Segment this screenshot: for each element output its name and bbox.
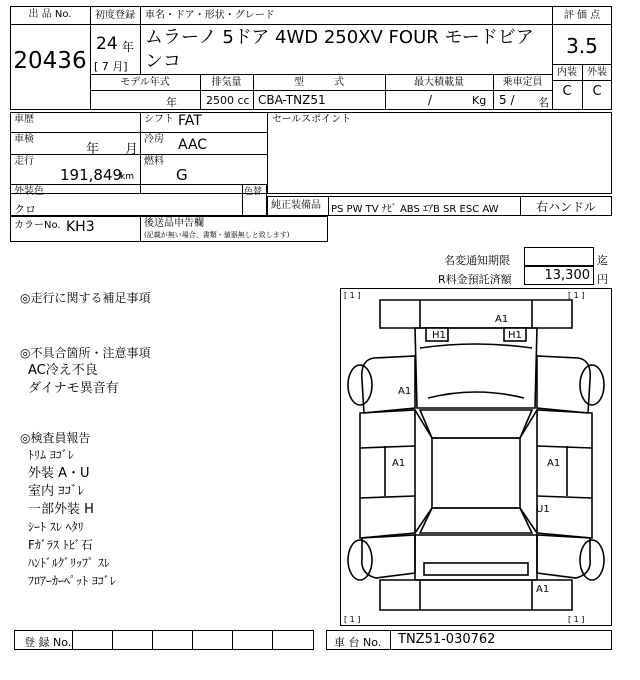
corner-tr: [ 1 ] — [568, 291, 585, 300]
equipment-label: 純正装備品 — [271, 200, 321, 211]
registration-label: 登 録 No. — [24, 636, 72, 649]
interior-label: 内装 — [557, 67, 577, 78]
max-load-unit: Kg — [472, 94, 487, 107]
car-name: ムラーノ 5ドア 4WD 250XV FOUR モードビアンコ — [145, 27, 534, 72]
mileage-value: 191,849 — [60, 166, 123, 184]
recycle-unit: 円 — [597, 273, 608, 286]
displacement-label: 排気量 — [211, 77, 242, 88]
defects-heading: ◎不具合箇所・注意事項 — [20, 346, 151, 360]
score-label: 評 価 点 — [563, 10, 601, 21]
exterior-grade: C — [592, 84, 602, 99]
mark-right-door: A1 — [547, 458, 561, 469]
exterior-color-box — [10, 184, 267, 216]
inspector-item: 室内 ﾖｺﾞﾚ — [28, 484, 85, 499]
front-bumper-outline — [380, 300, 572, 328]
car-diagram — [340, 288, 612, 626]
shift-value: FAT — [178, 113, 202, 129]
corner-tl: [ 1 ] — [344, 291, 361, 300]
interior-grade: C — [562, 84, 572, 99]
mark-rear-bumper: A1 — [536, 584, 550, 595]
tailgate — [415, 535, 537, 580]
exterior-color-label: 外装色 — [14, 186, 44, 197]
displacement-value: 2500 cc — [206, 94, 250, 107]
inspector-heading: ◎検査員報告 — [20, 431, 91, 445]
mileage-label: 走行 — [14, 156, 34, 167]
mark-right-rear: U1 — [536, 504, 550, 515]
inspection-label: 車検 — [14, 134, 34, 145]
aftermarket-note: (記載が無い場合、書類・値器無しと致します) — [144, 231, 290, 239]
capacity-unit: 名 — [538, 96, 549, 109]
lot-number: 20436 — [13, 48, 87, 74]
chassis-label: 車 台 No. — [334, 636, 382, 649]
windshield — [420, 410, 532, 438]
type-label: 型 式 — [294, 77, 344, 88]
inspector-item: 外装 A・U — [28, 466, 90, 481]
left-front-fender — [362, 356, 415, 413]
exterior-label: 外装 — [587, 67, 607, 78]
name-change-unit: 迄 — [597, 254, 608, 267]
history-label: 車歴 — [14, 114, 34, 125]
roof — [432, 438, 520, 508]
mark-left-door: A1 — [392, 458, 406, 469]
equipment-value: PS PW TV ﾅﾋﾞ ABS ｴｱB SR ESC AW — [331, 204, 499, 215]
inspector-item: 一部外装 H — [28, 502, 94, 517]
exterior-color-value: クロ — [14, 203, 36, 216]
max-load-value: / — [428, 93, 433, 107]
aftermarket-label: 後送品申告欄 — [144, 218, 204, 229]
color-no-label: カラーNo. — [14, 220, 61, 231]
chassis-value: TNZ51-030762 — [398, 632, 496, 647]
inspector-item: ｼｰﾄ ｽﾚ ﾍﾀﾘ — [28, 520, 84, 534]
defect-item: AC冷え不良 — [28, 363, 98, 378]
recycle-value: 13,300 — [544, 268, 590, 283]
first-reg-month: [ 7 月] — [94, 60, 128, 73]
right-front-fender — [537, 356, 590, 413]
first-reg-label: 初度登録 — [95, 10, 135, 21]
defect-item: ダイナモ異音有 — [28, 381, 119, 396]
lot-label: 出 品 No. — [28, 9, 72, 20]
left-side — [360, 410, 415, 538]
type-value: CBA-TNZ51 — [258, 93, 326, 107]
corner-br: [ 1 ] — [568, 615, 585, 624]
score-value: 3.5 — [566, 34, 598, 58]
ac-value: AAC — [178, 137, 208, 153]
inspector-item: ﾌﾛｱｰｶｰﾍﾟｯﾄ ﾖｺﾞﾚ — [28, 574, 116, 588]
model-year-label: モデル年式 — [120, 77, 170, 88]
name-change-box — [524, 247, 594, 266]
steering-value: 右ハンドル — [535, 200, 596, 214]
fuel-label: 燃料 — [144, 156, 164, 167]
mark-left-front: A1 — [398, 386, 412, 397]
corner-bl: [ 1 ] — [344, 615, 361, 624]
car-name-label: 車名・ドア・形状・グレード — [145, 10, 275, 21]
model-year-unit: 年 — [166, 96, 177, 109]
recycle-label: R料金預託済額 — [438, 273, 512, 286]
inspection-value: 年 月 — [86, 142, 139, 157]
color-no-value: KH3 — [66, 219, 95, 235]
max-load-label: 最大積載量 — [414, 77, 464, 88]
repaint-label: 色替 — [244, 187, 263, 197]
driving-notes-heading: ◎走行に関する補足事項 — [20, 291, 151, 305]
right-side — [537, 410, 592, 538]
year-unit: 年 — [122, 40, 135, 54]
mileage-unit: km — [120, 172, 134, 182]
mark-h-right: H1 — [508, 330, 522, 341]
fuel-value: G — [176, 166, 188, 184]
inspector-item: ﾊﾝﾄﾞﾙｸﾞﾘｯﾌﾟ ｽﾚ — [28, 556, 110, 570]
inspector-item: ﾄﾘﾑ ﾖｺﾞﾚ — [28, 448, 74, 462]
capacity-value: 5 / — [499, 93, 515, 107]
ac-label: 冷房 — [144, 134, 164, 145]
inspector-item: Fｶﾞﾗｽ ﾄﾋﾞ石 — [28, 538, 93, 552]
sales-point-label: セールスポイント — [272, 114, 352, 125]
capacity-label: 乗車定員 — [502, 77, 543, 88]
mark-front-bumper: A1 — [495, 314, 509, 325]
rear-window — [420, 508, 532, 533]
shift-label: シフト — [144, 114, 174, 125]
name-change-label: 名変通知期限 — [444, 254, 510, 267]
first-reg-year: 24 — [96, 34, 118, 54]
mark-h-left: H1 — [432, 330, 446, 341]
